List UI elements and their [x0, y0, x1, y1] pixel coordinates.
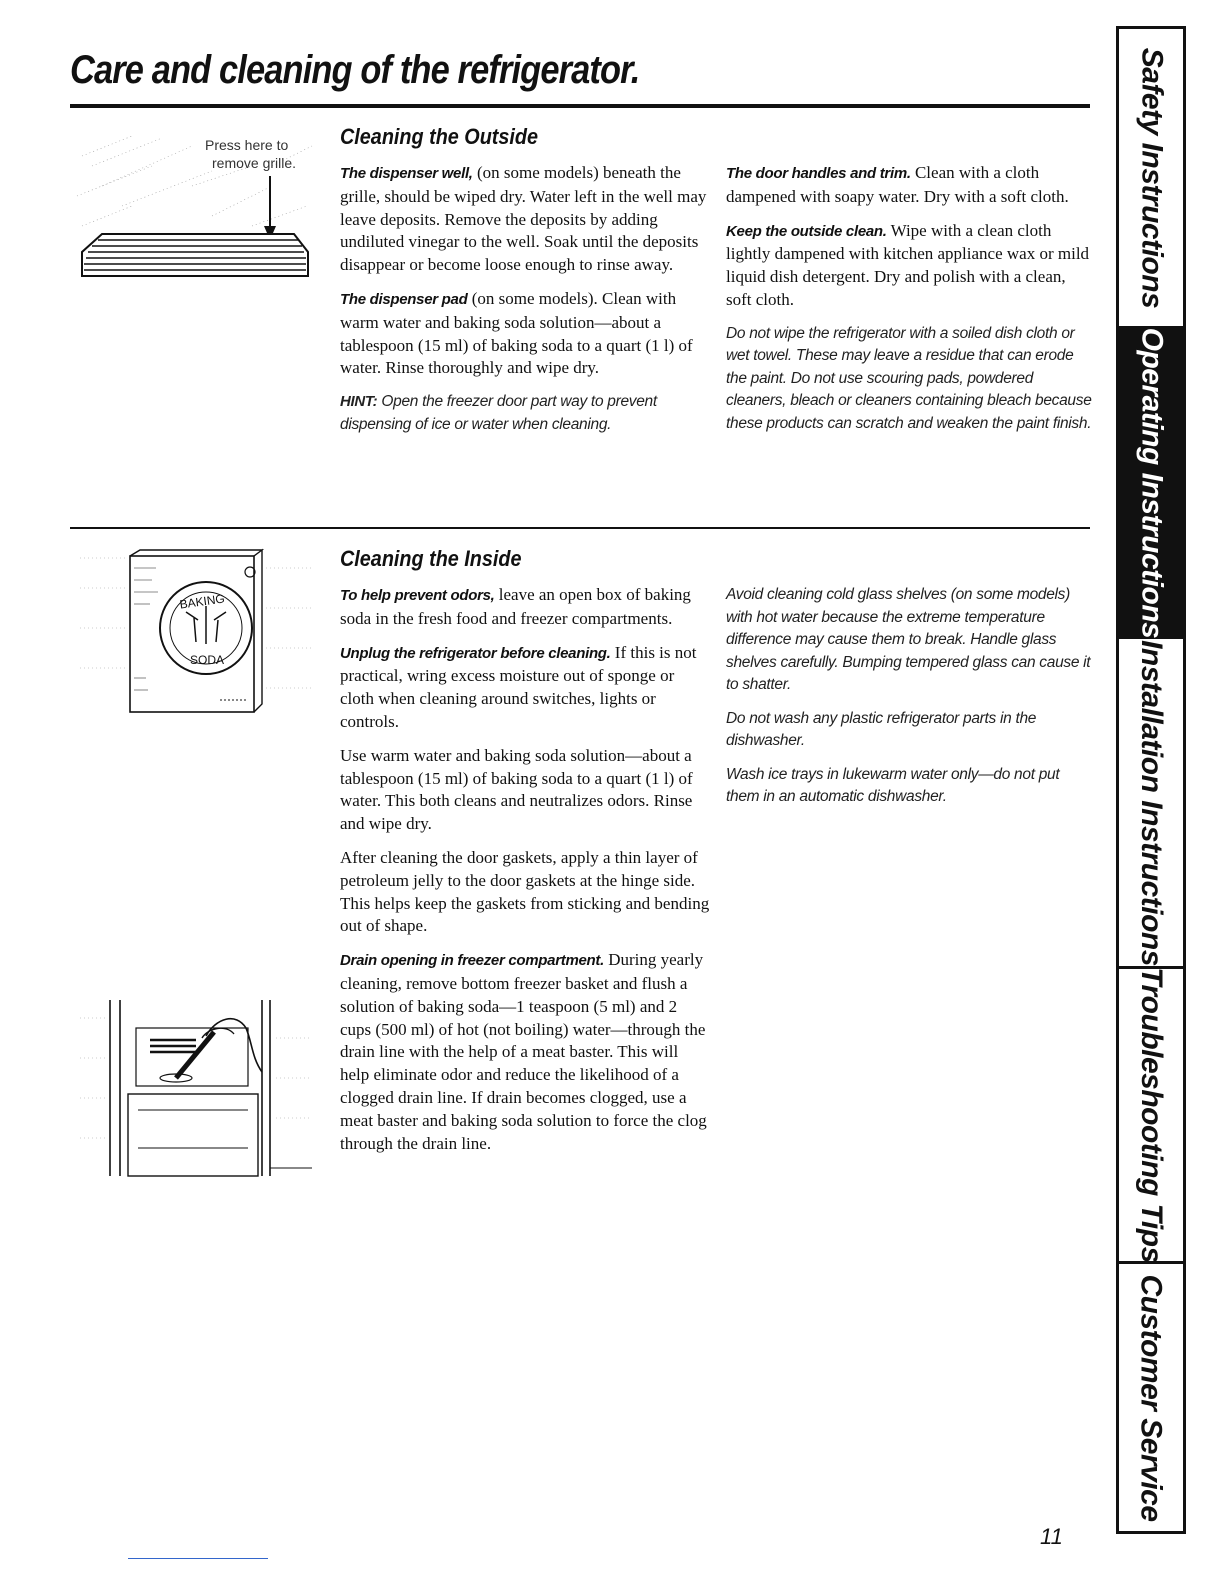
soiled-cloth-warning: Do not wipe the refrigerator with a soiled dish cloth or wet towel. These may leave a residue that can erode the paint. Do not use scouring pads, powdered cleaners, bleach or cleaners containing bleach because these products can scratch and weaken the paint finish. [726, 324, 1092, 432]
prevent-odors-paragraph: To help prevent odors, leave an open box of baking soda in the fresh food and freezer compartments. [340, 585, 691, 628]
inside-left-column [340, 584, 710, 1166]
freezer-drain-illustration [76, 998, 316, 1180]
tab-installation-instructions[interactable]: Installation Instructions [1119, 639, 1183, 969]
outside-heading: Cleaning the Outside [340, 124, 539, 149]
tab-safety-instructions[interactable]: Safety Instructions [1119, 29, 1183, 329]
inside-heading: Cleaning the Inside [340, 546, 522, 571]
baking-soda-box-illustration [76, 548, 316, 718]
dishwasher-warning: Do not wash any plastic refrigerator parts in the dishwasher. [726, 709, 1037, 749]
tab-troubleshooting-tips[interactable]: Troubleshooting Tips [1119, 969, 1183, 1264]
keep-outside-clean-paragraph: Keep the outside clean. Wipe with a clean cloth lightly dampened with kitchen appliance wax or mild liquid dish detergent. Dry and polish with a clean, soft cloth. [726, 220, 1090, 309]
footer-link-line [128, 1558, 268, 1559]
box-label-bottom: SODA [190, 653, 225, 667]
tab-operating-instructions[interactable]: Operating Instructions [1119, 329, 1183, 639]
outside-left-column [340, 162, 708, 447]
hint-paragraph: HINT: Open the freezer door part way to prevent dispensing of ice or water when cleaning. [340, 393, 657, 433]
dispenser-grille-illustration [72, 126, 320, 296]
drain-opening-paragraph: Drain opening in freezer compartment. During yearly cleaning, remove bottom freezer basket and flush a solution of baking soda—1 teaspoon (5 ml) and 2 cups (500 ml) of hot (not boiling) water—through the drain line with the help of a meat baster. This will help eliminate odor and reduce the likelihood of a clogged drain line. If drain becomes clogged, use a meat baster and baking soda solution to force the clog through the drain line. [340, 950, 707, 1153]
inside-right-column [726, 584, 1092, 820]
door-gaskets-paragraph: After cleaning the door gaskets, apply a thin layer of petroleum jelly to the door gaskets at the hinge side. This helps keep the gaskets from sticking and bending out of shape. [340, 847, 710, 936]
box-label-top: BAKING [178, 591, 226, 612]
section-divider [70, 527, 1090, 529]
section-tabs [1116, 26, 1186, 1534]
glass-shelves-warning: Avoid cleaning cold glass shelves (on some models) with hot water because the extreme temperature difference may cause them to break. Handle glass shelves carefully. Bumping tempered glass can cause it to shatter. [726, 586, 1091, 693]
unplug-paragraph: Unplug the refrigerator before cleaning. If this is not practical, wring excess moisture out of sponge or cloth when cleaning around switches, lights or controls. [340, 642, 697, 731]
outside-right-column [726, 162, 1092, 446]
ice-trays-warning: Wash ice trays in lukewarm water only—do not put them in an automatic dishwasher. [726, 765, 1060, 805]
dispenser-pad-paragraph: The dispenser pad (on some models). Clean with warm water and baking soda solution—about a tablespoon (15 ml) of baking soda to a quart (1 l) of water. Rinse thoroughly and wipe dry. [340, 288, 693, 378]
door-handles-paragraph: The door handles and trim. Clean with a cloth dampened with soapy water. Dry with a soft cloth. [726, 163, 1069, 206]
grille-caption-line2: remove grille. [212, 155, 297, 171]
page-number: 11 [1040, 1524, 1063, 1549]
title-rule [70, 104, 1090, 108]
tab-customer-service[interactable]: Customer Service [1135, 1273, 1168, 1522]
dispenser-well-paragraph: The dispenser well, (on some models) beneath the grille, should be wiped dry. Water left in the well may leave deposits. Remove the deposits by adding undiluted vinegar to the well. Soak until the deposits disappear or become loose enough to rinse away. [340, 163, 707, 275]
page-title: Care and cleaning of the refrigerator. [70, 48, 640, 92]
grille-caption-line1: Press here to [205, 137, 289, 153]
baking-soda-solution-paragraph: Use warm water and baking soda solution—about a tablespoon (15 ml) of baking soda to a quart (1 l) of water. This both cleans and neutralizes odors. Rinse and wipe dry. [340, 745, 693, 834]
